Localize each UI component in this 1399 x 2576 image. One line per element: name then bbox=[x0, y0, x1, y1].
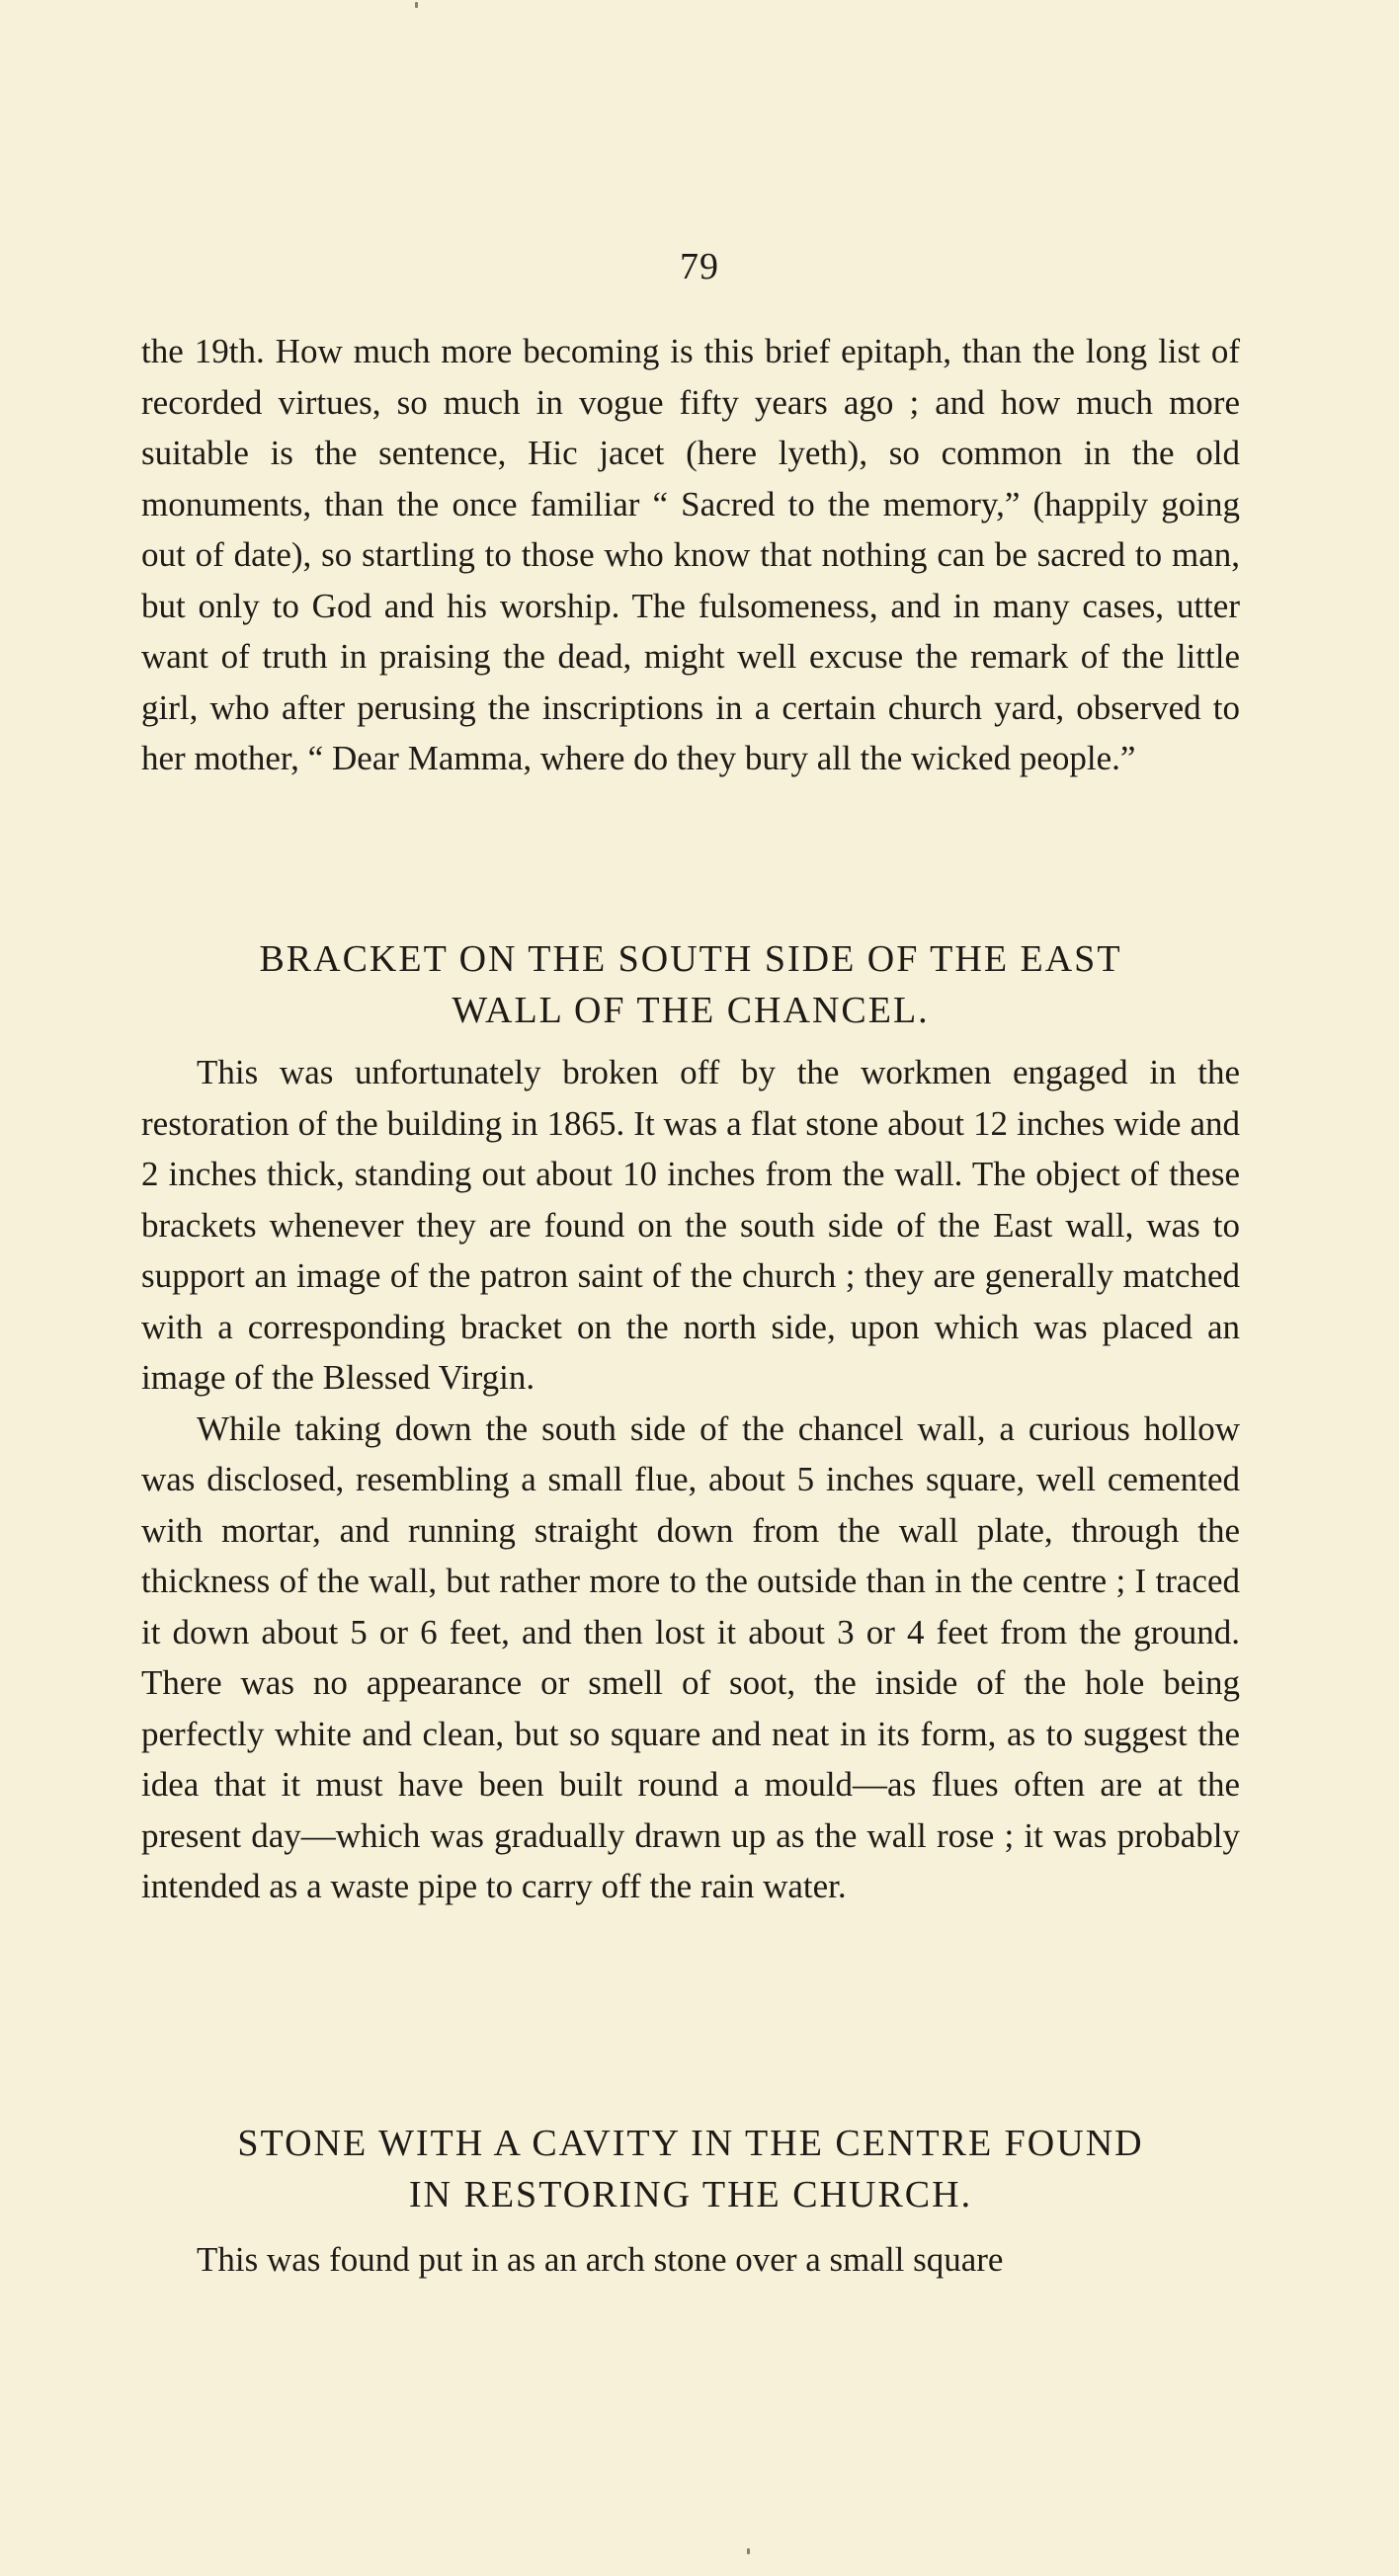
paper-speck-top bbox=[415, 2, 418, 8]
page-number: 79 bbox=[680, 246, 719, 287]
heading-bracket-line-2: WALL OF THE CHANCEL. bbox=[452, 990, 930, 1031]
heading-bracket-line-1: BRACKET ON THE SOUTH SIDE OF THE EAST bbox=[259, 938, 1122, 980]
paper-speck-bottom bbox=[747, 2548, 750, 2554]
paragraph-stone: This was found put in as an arch stone over a small square bbox=[197, 2240, 1004, 2279]
section-heading-stone bbox=[141, 2118, 1240, 2220]
paragraph-epitaph: the 19th. How much more becoming is this brief epitaph, than the long list of recorded virtues, so much in vogue fifty years ago ; and how much more suitable is the sentence, Hic jacet (here lyeth), so common in the old monuments, than the once familiar “ Sacred to the memory,” (happily going out of date), so startling to those who know that nothing can be sacred to man, but only to God and his worship. The fulsomeness, and in many cases, utter want of truth in praising the dead, might well excuse the remark of the little girl, who after perusing the inscriptions in a certain church yard, observed to her mother, “ Dear Mamma, where do they bury all the wicked people.” bbox=[141, 332, 1240, 777]
heading-stone-line-2: IN RESTORING THE CHURCH. bbox=[408, 2174, 973, 2215]
bracket-text-block bbox=[141, 1047, 1240, 1912]
paragraph-hollow: While taking down the south side of the chancel wall, a curious hollow was disclosed, resembling a small flue, about 5 inches square, well cemented with mortar, and running straight down from the wall plate, through the thickness of the wall, but rather more to the outside than in the centre ; I traced it down about 5 or 6 feet, and then lost it about 3 or 4 feet from the ground. There was no appearance or smell of soot, the inside of the hole being perfectly white and clean, but so square and neat in its form, as to suggest the idea that it must have been built round a mould—as flues often are at the present day—which was gradually drawn up as the wall rose ; it was probably intended as a waste pipe to carry off the rain water. bbox=[141, 1409, 1240, 1905]
section-heading-bracket bbox=[141, 933, 1240, 1036]
stone-text-block bbox=[141, 2234, 1240, 2286]
epitaph-text-block bbox=[141, 326, 1240, 784]
heading-stone-line-1: STONE WITH A CAVITY IN THE CENTRE FOUND bbox=[237, 2123, 1144, 2164]
paragraph-bracket: This was unfortunately broken off by the workmen engaged in the restoration of the building in 1865. It was a flat stone about 12 inches wide and 2 inches thick, standing out about 10 inches from the wall. The object of these brackets whenever they are found on the south side of the East wall, was to support an image of the patron saint of the church ; they are generally matched with a corresponding bracket on the north side, upon which was placed an image of the Blessed Virgin. bbox=[141, 1053, 1240, 1397]
